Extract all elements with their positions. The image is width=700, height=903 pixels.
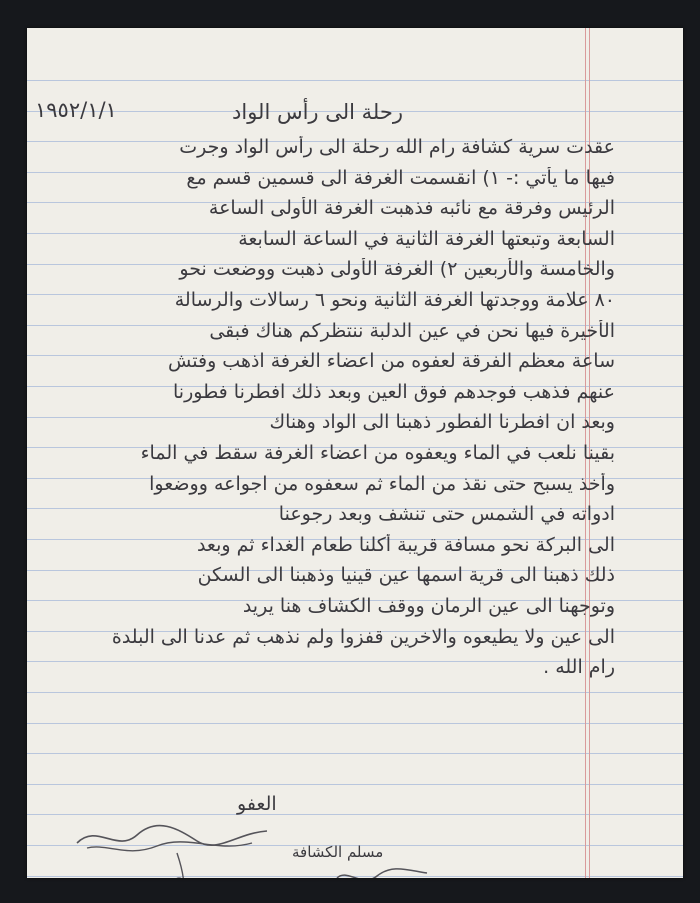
letter-line: والخامسة والأربعين ٢) الغرفة الأولى ذهبت ووضعت نحو (179, 258, 615, 281)
letter-line: ٨٠ علامة ووجدتها الغرفة الثانية ونحو ٦ رسالات والرسالة (174, 289, 615, 311)
letter-line: وبعد ان افطرنا الفطور ذهبنا الى الواد وهناك (269, 411, 615, 434)
letter-line: فيها ما يأتي :- ١) انقسمت الغرفة الى قسمين قسم مع (186, 166, 615, 189)
signature-mark (327, 848, 437, 878)
letter-line: الى البركة نحو مسافة قريبة أكلنا طعام الغداء ثم وبعد (196, 533, 615, 556)
letter-line: الرئيس وفرقة مع نائبه فذهبت الغرفة الأولى الساعة (208, 197, 615, 220)
letter-line: الأخيرة فيها نحن في عين الدلبة ننتظركم هناك فبقى (209, 319, 615, 342)
letter-line: عنهم فذهب فوجدهم فوق العين وبعد ذلك افطرنا فطورنا (173, 380, 615, 403)
letter-line: رام الله . (543, 656, 615, 679)
letter-date: ١٩٥٢/١/١ (35, 98, 117, 122)
signature-name: مسلم الكشافة (292, 843, 384, 861)
closing-word: العفو (237, 793, 277, 815)
handwritten-signature (67, 813, 277, 878)
letter-title: رحلة الى رأس الواد (232, 100, 403, 124)
letter-line: السابعة وتبعتها الغرفة الثانية في الساعة السابعة (238, 227, 615, 250)
letter-line: ذلك ذهبنا الى قرية اسمها عين قينيا وذهبنا الى السكن (197, 564, 615, 587)
letter-line: ساعة معظم الفرقة لعفوه من اعضاء الغرفة اذهب وفتش (168, 350, 615, 373)
letter-line: وتوجهنا الى عين الرمان ووقف الكشاف هنا يريد (242, 595, 615, 617)
letter-line: بقينا نلعب في الماء ويعفوه من اعضاء الغرفة سقط في الماء (140, 442, 615, 464)
letter-line: ادواته في الشمس حتى تنشف وبعد رجوعنا (278, 503, 615, 526)
letter-line: وأخذ يسبح حتى نقذ من الماء ثم سعفوه من اجواعه ووضعوا (149, 472, 615, 495)
letter-line: عقدت سرية كشافة رام الله رحلة الى رأس الواد وجرت (179, 136, 615, 158)
letter-line: الى عين ولا يطيعوه والاخرين قفزوا ولم نذهب ثم عدنا الى البلدة (111, 625, 615, 648)
notebook-page (27, 28, 683, 878)
